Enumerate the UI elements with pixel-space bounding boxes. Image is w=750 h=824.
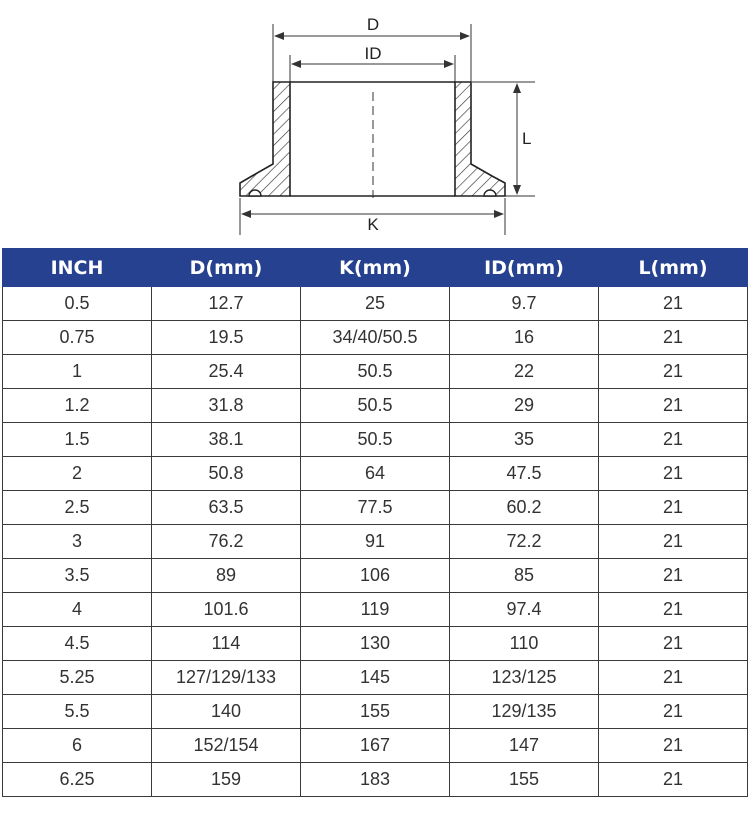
cell-d: 31.8 — [152, 389, 301, 423]
label-id: ID — [364, 44, 382, 63]
cell-d: 140 — [152, 695, 301, 729]
cell-inch: 4.5 — [3, 627, 152, 661]
dimension-k — [241, 210, 504, 234]
cell-d: 19.5 — [152, 321, 301, 355]
table-row — [3, 457, 748, 491]
cell-l: 21 — [599, 491, 748, 525]
table-header-row — [3, 249, 748, 287]
ferrule-cross-section — [0, 0, 750, 245]
col-header-id: ID(mm) — [450, 249, 599, 287]
table-row — [3, 321, 748, 355]
cell-inch: 4 — [3, 593, 152, 627]
dimension-id — [291, 44, 454, 68]
table-row — [3, 491, 748, 525]
cell-inch: 5.5 — [3, 695, 152, 729]
cell-l: 21 — [599, 355, 748, 389]
cell-inch: 2.5 — [3, 491, 152, 525]
cell-l: 21 — [599, 457, 748, 491]
cell-l: 21 — [599, 423, 748, 457]
col-header-inch: INCH — [3, 249, 152, 287]
cell-inch: 1.5 — [3, 423, 152, 457]
cell-l: 21 — [599, 695, 748, 729]
cell-inch: 2 — [3, 457, 152, 491]
cell-d: 38.1 — [152, 423, 301, 457]
cell-id: 35 — [450, 423, 599, 457]
cell-inch: 0.5 — [3, 287, 152, 321]
cell-id: 123/125 — [450, 661, 599, 695]
cell-k: 25 — [301, 287, 450, 321]
cell-id: 85 — [450, 559, 599, 593]
cell-l: 21 — [599, 729, 748, 763]
cell-l: 21 — [599, 627, 748, 661]
cell-d: 76.2 — [152, 525, 301, 559]
label-k: K — [367, 215, 379, 234]
cell-id: 29 — [450, 389, 599, 423]
table-row — [3, 287, 748, 321]
cell-d: 25.4 — [152, 355, 301, 389]
dimension-d — [274, 15, 470, 40]
cell-l: 21 — [599, 321, 748, 355]
cell-id: 60.2 — [450, 491, 599, 525]
cell-d: 159 — [152, 763, 301, 797]
table-row — [3, 423, 748, 457]
cell-id: 155 — [450, 763, 599, 797]
cell-k: 145 — [301, 661, 450, 695]
cell-k: 77.5 — [301, 491, 450, 525]
cell-inch: 1 — [3, 355, 152, 389]
cell-id: 16 — [450, 321, 599, 355]
table-row — [3, 627, 748, 661]
cell-k: 183 — [301, 763, 450, 797]
cell-l: 21 — [599, 525, 748, 559]
cell-k: 34/40/50.5 — [301, 321, 450, 355]
cell-inch: 6.25 — [3, 763, 152, 797]
cell-l: 21 — [599, 559, 748, 593]
cell-l: 21 — [599, 661, 748, 695]
cell-inch: 5.25 — [3, 661, 152, 695]
cell-d: 114 — [152, 627, 301, 661]
cell-k: 50.5 — [301, 355, 450, 389]
cell-d: 50.8 — [152, 457, 301, 491]
table-row — [3, 661, 748, 695]
table-row — [3, 763, 748, 797]
table-row — [3, 695, 748, 729]
cell-d: 63.5 — [152, 491, 301, 525]
cell-k: 167 — [301, 729, 450, 763]
cell-k: 64 — [301, 457, 450, 491]
size-table — [2, 248, 748, 797]
dimension-l — [513, 83, 531, 195]
cell-d: 12.7 — [152, 287, 301, 321]
cell-k: 91 — [301, 525, 450, 559]
cell-d: 152/154 — [152, 729, 301, 763]
cell-d: 89 — [152, 559, 301, 593]
cell-l: 21 — [599, 389, 748, 423]
cell-inch: 0.75 — [3, 321, 152, 355]
label-l: L — [522, 129, 532, 148]
cell-k: 50.5 — [301, 423, 450, 457]
label-d: D — [366, 15, 380, 34]
cell-k: 155 — [301, 695, 450, 729]
cell-id: 147 — [450, 729, 599, 763]
table-row — [3, 355, 748, 389]
cell-k: 106 — [301, 559, 450, 593]
cell-id: 129/135 — [450, 695, 599, 729]
cell-l: 21 — [599, 287, 748, 321]
table-row — [3, 559, 748, 593]
cell-id: 97.4 — [450, 593, 599, 627]
cell-k: 50.5 — [301, 389, 450, 423]
cell-id: 9.7 — [450, 287, 599, 321]
col-header-k: K(mm) — [301, 249, 450, 287]
table-row — [3, 389, 748, 423]
table-row — [3, 729, 748, 763]
table-row — [3, 525, 748, 559]
cell-inch: 3.5 — [3, 559, 152, 593]
cell-l: 21 — [599, 763, 748, 797]
ferrule-drawing — [0, 0, 750, 245]
cell-inch: 6 — [3, 729, 152, 763]
cell-d: 101.6 — [152, 593, 301, 627]
table-row — [3, 593, 748, 627]
cell-l: 21 — [599, 593, 748, 627]
cell-inch: 3 — [3, 525, 152, 559]
cell-inch: 1.2 — [3, 389, 152, 423]
cell-d: 127/129/133 — [152, 661, 301, 695]
cell-id: 72.2 — [450, 525, 599, 559]
cell-id: 110 — [450, 627, 599, 661]
cell-id: 47.5 — [450, 457, 599, 491]
cell-id: 22 — [450, 355, 599, 389]
col-header-d: D(mm) — [152, 249, 301, 287]
cell-k: 130 — [301, 627, 450, 661]
cell-k: 119 — [301, 593, 450, 627]
col-header-l: L(mm) — [599, 249, 748, 287]
